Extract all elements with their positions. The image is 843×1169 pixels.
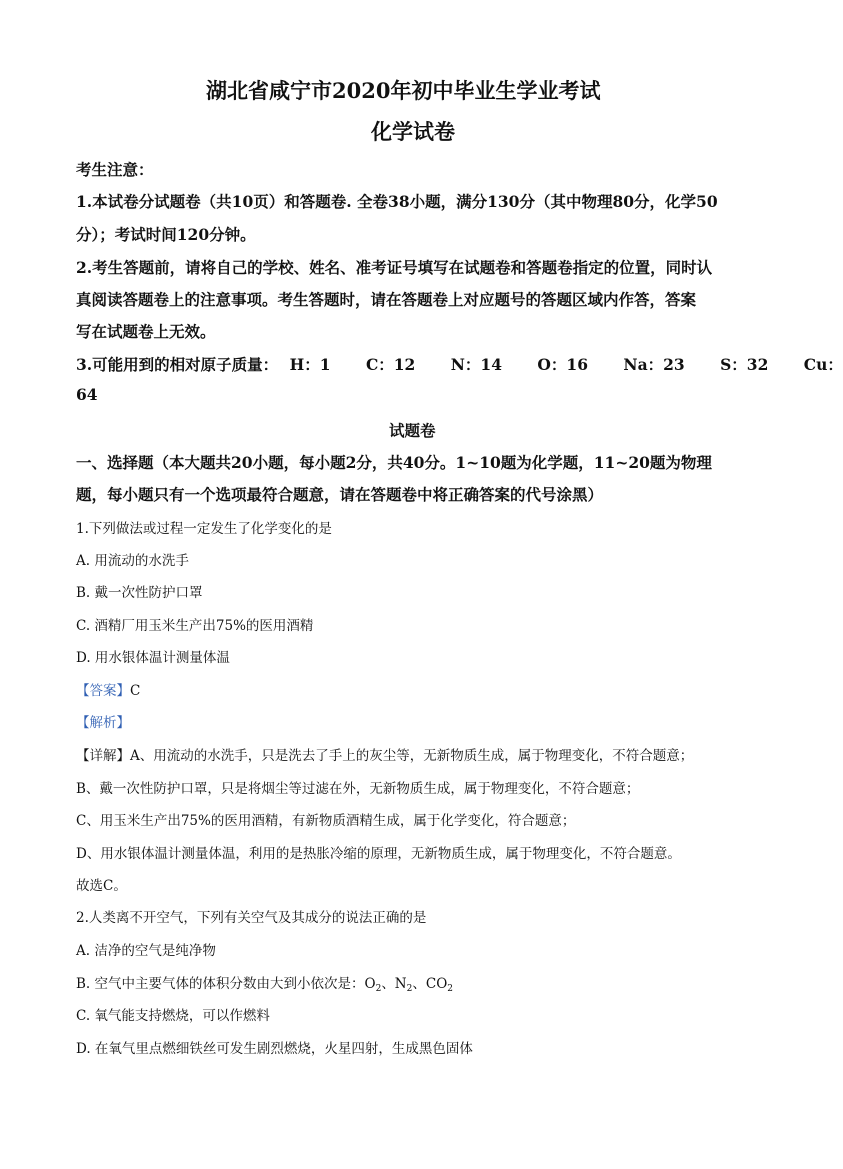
atomic-mass-h: H：1 [289, 355, 331, 374]
detail-text-a: A、用流动的水洗手，只是洗去了手上的灰尘等，无新物质生成，属于物理变化，不符合题意； [130, 748, 694, 764]
detail-label: 【详解】 [76, 748, 130, 764]
q1-detail-line1 [76, 744, 693, 764]
q2-option-b [76, 972, 453, 994]
atomic-mass-n: N：14 [450, 355, 503, 374]
atomic-masses-line [76, 353, 843, 375]
q1-detail-line3: C、用玉米生产出75%的医用酒精，有新物质酒精生成，属于化学变化，符合题意； [76, 813, 576, 829]
atomic-mass-c: C：12 [365, 355, 416, 374]
q2-stem: 2.人类离不开空气，下列有关空气及其成分的说法正确的是 [76, 910, 427, 926]
q1-analysis-label: 【解析】 [76, 715, 130, 731]
q2-o2-subscript: 2 [375, 984, 382, 994]
q1-conclusion: 故选C。 [76, 878, 127, 894]
exam-title: 湖北省咸宁市2020年初中毕业生学业考试 [206, 78, 601, 103]
section1-instructions-line2: 题，每小题只有一个选项最符合题意，请在答题卷中将正确答案的代号涂黑） [76, 485, 604, 504]
notice-item1-line1: 1.本试卷分试题卷（共10页）和答题卷. 全卷38小题，满分130分（其中物理80分，化学50 [76, 192, 718, 211]
notice-item2-line3: 写在试题卷上无效。 [76, 322, 216, 341]
q1-option-b: B. 戴一次性防护口罩 [76, 585, 203, 601]
q2-option-a: A. 洁净的空气是纯净物 [76, 943, 216, 959]
atomic-mass-cu-value: 64 [76, 385, 98, 404]
q2-option-b-text: B. 空气中主要气体的体积分数由大到小依次是：O [76, 976, 376, 992]
q2-option-b-n2: 、N [381, 976, 407, 992]
q1-option-d: D. 用水银体温计测量体温 [76, 650, 230, 666]
q1-answer [76, 679, 140, 699]
atomic-mass-cu: Cu： [803, 355, 843, 374]
q1-detail-line2: B、戴一次性防护口罩，只是将烟尘等过滤在外，无新物质生成，属于物理变化，不符合题意； [76, 781, 640, 797]
atomic-mass-s: S：32 [720, 355, 769, 374]
notice-item2-line1: 2.考生答题前，请将自己的学校、姓名、准考证号填写在试题卷和答题卷指定的位置，同时认 [76, 258, 713, 277]
notice-item1-line2: 分）；考试时间120分钟。 [76, 225, 256, 244]
answer-value: C [130, 683, 141, 699]
section-label: 试题卷 [389, 421, 436, 440]
q2-co2-subscript: 2 [447, 984, 453, 994]
section1-instructions-line1: 一、选择题（本大题共20小题，每小题2分，共40分。1~10题为化学题，11~20题为物理 [76, 453, 712, 472]
answer-label: 【答案】 [76, 683, 130, 699]
notice-heading: 考生注意： [76, 160, 154, 179]
q1-stem: 1.下列做法或过程一定发生了化学变化的是 [76, 521, 332, 537]
q2-option-d: D. 在氧气里点燃细铁丝可发生剧烈燃烧，火星四射，生成黑色固体 [76, 1041, 473, 1057]
q1-option-a: A. 用流动的水洗手 [76, 553, 189, 569]
q2-option-b-co2: 、CO [412, 976, 448, 992]
q2-n2-subscript: 2 [406, 984, 413, 994]
q2-option-c: C. 氧气能支持燃烧，可以作燃料 [76, 1008, 270, 1024]
atomic-mass-na: Na：23 [623, 355, 685, 374]
exam-subtitle: 化学试卷 [371, 119, 455, 144]
notice-item2-line2: 真阅读答题卷上的注意事项。考生答题时，请在答题卷上对应题号的答题区域内作答，答案 [76, 290, 697, 309]
q1-option-c: C. 酒精厂用玉米生产出75%的医用酒精 [76, 618, 314, 634]
q1-detail-line4: D、用水银体温计测量体温，利用的是热胀冷缩的原理，无新物质生成，属于物理变化，不符合题意。 [76, 846, 681, 862]
atomic-mass-o: O：16 [537, 355, 588, 374]
atomic-masses-label: 3.可能用到的相对原子质量： [76, 355, 279, 374]
